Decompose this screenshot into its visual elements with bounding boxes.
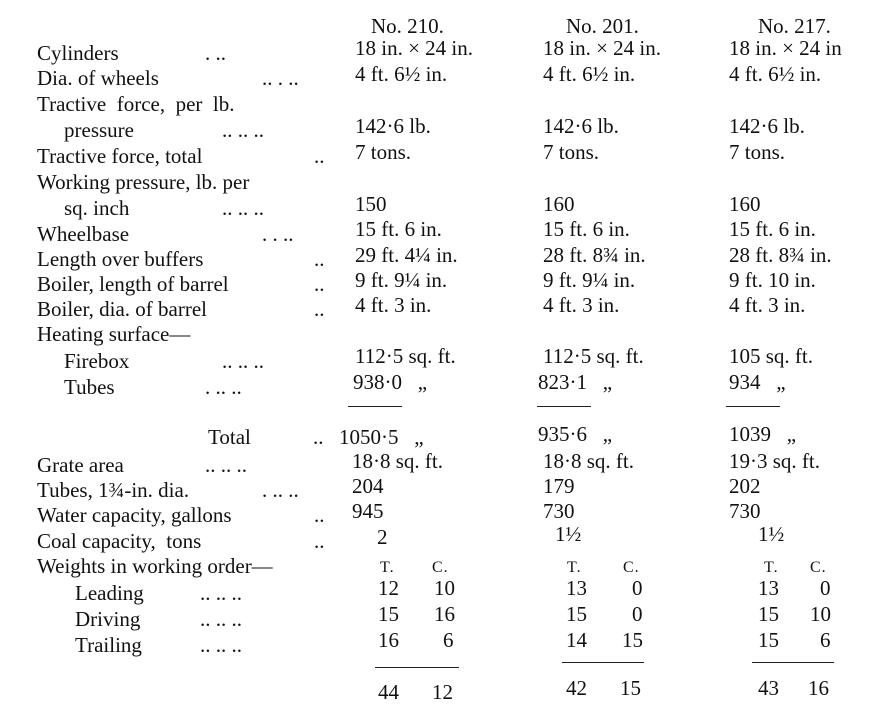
tons-210: 15 — [378, 602, 399, 626]
leader-dots: . .. — [205, 41, 226, 65]
row-label: Trailing — [75, 633, 142, 657]
row-label: Tractive force, per lb. — [37, 92, 235, 116]
cwt-header-210: C. — [432, 559, 449, 576]
value-217: 4 ft. 3 in. — [729, 293, 806, 317]
row-label: Leading — [75, 581, 144, 605]
value-201: 1½ — [555, 522, 582, 546]
tons-header-210: T. — [380, 559, 395, 576]
value-201: 935·6 „ — [538, 422, 613, 446]
value-217: 160 — [729, 192, 761, 216]
column-header-210: No. 210. — [371, 14, 444, 38]
leader-dots: .. — [314, 144, 325, 168]
row-label: Coal capacity, tons — [37, 529, 202, 553]
tons-210: 44 — [378, 680, 399, 704]
subtotal-rule-210 — [348, 406, 402, 407]
row-label: Cylinders — [37, 41, 119, 65]
leader-dots: .. .. .. — [222, 196, 264, 220]
leader-dots: .. .. .. — [222, 118, 264, 142]
row-label: Total — [208, 425, 251, 449]
value-210: 204 — [352, 474, 384, 498]
column-header-201: No. 201. — [566, 14, 639, 38]
value-210: 4 ft. 3 in. — [355, 293, 432, 317]
value-217: 9 ft. 10 in. — [729, 268, 816, 292]
weights-rule-210 — [375, 667, 459, 668]
leader-dots: .. — [314, 272, 325, 296]
row-label: Length over buffers — [37, 247, 204, 271]
row-label: Tractive force, total — [37, 144, 203, 168]
value-210: 29 ft. 4¼ in. — [355, 243, 458, 267]
subtotal-rule-201 — [537, 406, 591, 407]
value-201: 4 ft. 6½ in. — [543, 62, 636, 86]
value-201: 142·6 lb. — [543, 114, 619, 138]
value-217: 105 sq. ft. — [729, 344, 813, 368]
row-label: Water capacity, gallons — [37, 503, 232, 527]
value-210: 2 — [377, 525, 388, 549]
value-210: 7 tons. — [355, 140, 412, 164]
value-217: 15 ft. 6 in. — [729, 217, 816, 241]
value-201: 730 — [543, 499, 575, 523]
value-210: 18·8 sq. ft. — [352, 449, 443, 473]
leader-dots: . .. .. — [205, 375, 242, 399]
row-label: Grate area — [37, 453, 124, 477]
leader-dots: .. .. .. — [205, 453, 247, 477]
row-label: Boiler, dia. of barrel — [37, 297, 208, 321]
leader-dots: .. — [314, 297, 325, 321]
subtotal-rule-217 — [726, 406, 780, 407]
leader-dots: .. — [313, 425, 324, 449]
tons-217: 15 — [758, 628, 779, 652]
leader-dots: .. .. .. — [200, 607, 242, 631]
value-201: 4 ft. 3 in. — [543, 293, 620, 317]
tons-217: 13 — [758, 576, 779, 600]
value-210: 1050·5 „ — [339, 425, 424, 449]
value-201: 18 in. × 24 in. — [543, 36, 662, 60]
row-label: Tubes — [64, 375, 115, 399]
value-210: 945 — [352, 499, 384, 523]
value-201: 28 ft. 8¾ in. — [543, 243, 646, 267]
value-217: 19·3 sq. ft. — [729, 449, 820, 473]
value-201: 823·1 „ — [538, 370, 613, 394]
cwt-header-201: C. — [623, 559, 640, 576]
leader-dots: .. . .. — [262, 66, 299, 90]
value-210: 9 ft. 9¼ in. — [355, 268, 448, 292]
row-label: sq. inch — [64, 196, 130, 220]
value-210: 15 ft. 6 in. — [355, 217, 442, 241]
cwt-201: 0 — [632, 602, 643, 626]
value-201: 179 — [543, 474, 575, 498]
leader-dots: .. .. .. — [222, 349, 264, 373]
value-217: 730 — [729, 499, 761, 523]
value-201: 160 — [543, 192, 575, 216]
value-210: 112·5 sq. ft. — [355, 344, 456, 368]
leader-dots: .. — [314, 247, 325, 271]
tons-210: 12 — [378, 576, 399, 600]
row-label: Working pressure, lb. per — [37, 170, 250, 194]
value-201: 15 ft. 6 in. — [543, 217, 630, 241]
row-label: Wheelbase — [37, 222, 130, 246]
tons-217: 43 — [758, 676, 779, 700]
cwt-210: 10 — [434, 576, 455, 600]
cwt-217: 6 — [820, 628, 831, 652]
row-label: Driving — [75, 607, 141, 631]
value-217: 18 in. × 24 in — [729, 36, 842, 60]
value-217: 1039 „ — [729, 422, 797, 446]
value-201: 112·5 sq. ft. — [543, 344, 644, 368]
leader-dots: .. — [314, 503, 325, 527]
cwt-217: 10 — [810, 602, 831, 626]
tons-210: 16 — [378, 628, 399, 652]
tons-header-201: T. — [567, 559, 582, 576]
leader-dots: .. — [314, 529, 325, 553]
row-label: Firebox — [64, 349, 130, 373]
cwt-210: 6 — [443, 628, 454, 652]
leader-dots: . .. .. — [262, 478, 299, 502]
value-210: 150 — [355, 192, 387, 216]
cwt-201: 15 — [622, 628, 643, 652]
value-201: 18·8 sq. ft. — [543, 449, 634, 473]
column-header-217: No. 217. — [758, 14, 831, 38]
value-217: 4 ft. 6½ in. — [729, 62, 822, 86]
weights-rule-201 — [562, 662, 644, 663]
cwt-217: 0 — [820, 576, 831, 600]
leader-dots: . . .. — [262, 222, 294, 246]
weights-rule-217 — [752, 662, 834, 663]
value-210: 4 ft. 6½ in. — [355, 62, 448, 86]
tons-201: 14 — [566, 628, 587, 652]
value-201: 9 ft. 9¼ in. — [543, 268, 636, 292]
row-label: Boiler, length of barrel — [37, 272, 229, 296]
leader-dots: .. .. .. — [200, 633, 242, 657]
tons-201: 13 — [566, 576, 587, 600]
cwt-217: 16 — [808, 676, 829, 700]
row-label: Weights in working order— — [37, 554, 273, 578]
cwt-header-217: C. — [810, 559, 827, 576]
value-217: 28 ft. 8¾ in. — [729, 243, 832, 267]
tons-201: 42 — [566, 676, 587, 700]
cwt-210: 12 — [432, 680, 453, 704]
cwt-210: 16 — [434, 602, 455, 626]
value-217: 1½ — [758, 522, 785, 546]
value-210: 18 in. × 24 in. — [355, 36, 474, 60]
row-label: Heating surface— — [37, 322, 191, 346]
value-217: 142·6 lb. — [729, 114, 805, 138]
row-label: pressure — [64, 118, 134, 142]
value-201: 7 tons. — [543, 140, 600, 164]
tons-217: 15 — [758, 602, 779, 626]
value-217: 934 „ — [729, 370, 786, 394]
row-label: Dia. of wheels — [37, 66, 159, 90]
value-217: 7 tons. — [729, 140, 786, 164]
value-210: 142·6 lb. — [355, 114, 431, 138]
cwt-201: 15 — [620, 676, 641, 700]
tons-header-217: T. — [764, 559, 779, 576]
value-210: 938·0 „ — [353, 370, 428, 394]
cwt-201: 0 — [632, 576, 643, 600]
leader-dots: .. .. .. — [200, 581, 242, 605]
value-217: 202 — [729, 474, 761, 498]
tons-201: 15 — [566, 602, 587, 626]
row-label: Tubes, 1¾-in. dia. — [37, 478, 190, 502]
